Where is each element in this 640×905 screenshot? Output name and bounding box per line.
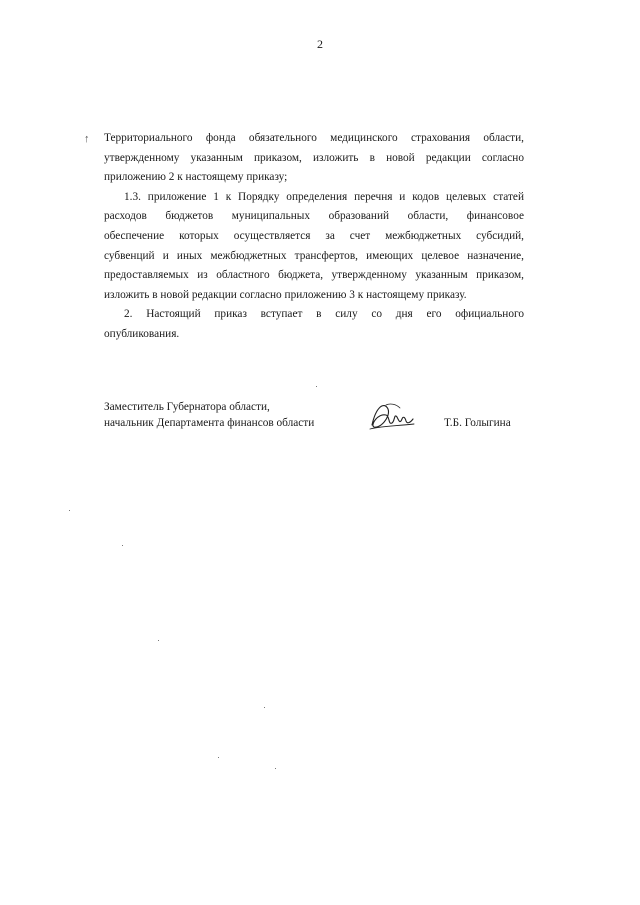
signatory-title-line-1: Заместитель Губернатора области, [104, 401, 270, 413]
scan-mark: ↑ [84, 133, 90, 145]
scan-speck [218, 757, 219, 758]
text-line: опубликования. [104, 327, 180, 340]
signatory-title-line-2: начальник Департамента финансов области [104, 417, 315, 429]
scan-speck [69, 510, 70, 511]
text-line: субвенций и иных межбюджетных трансфертов, имеющих целевое назначение, [104, 249, 524, 262]
scan-speck [264, 707, 265, 708]
text-line: обеспечение которых осуществляется за счет межбюджетных субсидий, [104, 229, 524, 242]
text-line: 1.3. приложение 1 к Порядку определения перечня и кодов целевых статей [124, 190, 524, 203]
page-number: 2 [317, 37, 323, 51]
item-1-3-paragraph [104, 188, 524, 306]
scan-speck [122, 545, 123, 546]
text-line: изложить в новой редакции согласно приложению 3 к настоящему приказу. [104, 288, 467, 301]
text-line: Территориального фонда обязательного медицинского страхования области, [104, 132, 524, 144]
handwritten-signature [366, 399, 418, 435]
text-line: утвержденному указанным приказом, изложить в новой редакции согласно [104, 151, 524, 164]
text-line: расходов бюджетов муниципальных образований области, финансовое [104, 210, 524, 223]
text-line: предоставляемых из областного бюджета, утвержденному указанным приказом, [104, 269, 524, 282]
signature-block [104, 399, 524, 431]
text-line: 2. Настоящий приказ вступает в силу со дня его официального [124, 308, 524, 321]
scan-speck [316, 386, 317, 387]
scan-speck [275, 768, 276, 769]
document-body [104, 129, 524, 345]
signatory-name: Т.Б. Голыгина [444, 417, 511, 429]
continuation-paragraph [104, 129, 524, 188]
scan-speck [158, 640, 159, 641]
text-line: приложению 2 к настоящему приказу; [104, 171, 288, 184]
item-2-paragraph [104, 305, 524, 344]
